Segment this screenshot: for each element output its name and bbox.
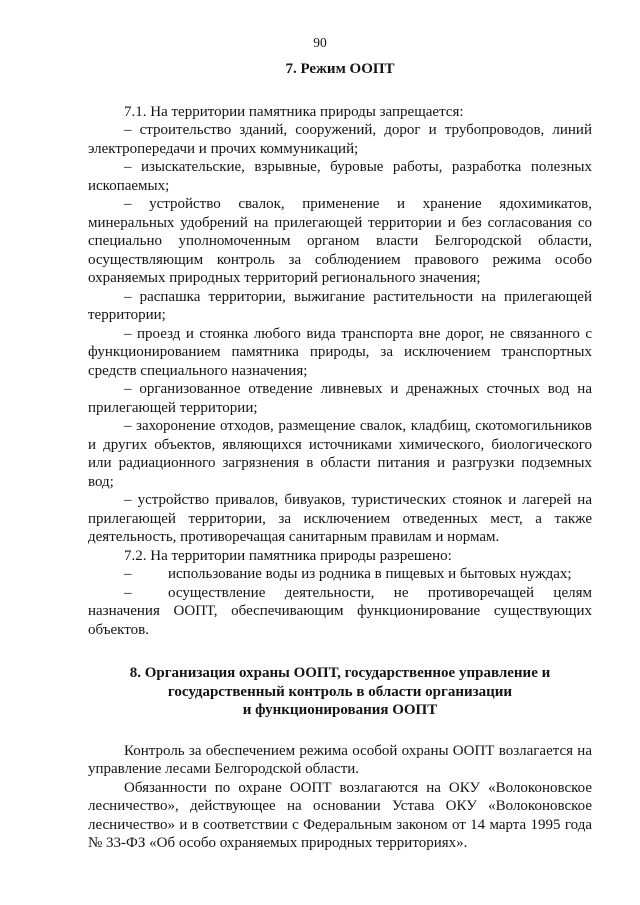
list-dash: – — [124, 566, 132, 582]
prohibited-item-1: – строительство зданий, сооружений, дорог и трубопроводов, линий электропередачи и прочих коммуникаций; — [88, 122, 592, 157]
section-8-heading-line-3: и функционирования ООПТ — [242, 702, 438, 718]
allowed-item-1-text: использование воды из родника в пищевых и бытовых нуждах; — [168, 566, 572, 582]
section-8-heading-line-1: 8. Организация охраны ООПТ, государственное управление и — [129, 665, 551, 681]
prohibited-item-5: – проезд и стоянка любого вида транспорта вне дорог, не связанного с функционированием памятника природы, за исключением транспортных средств специального назначения; — [88, 325, 592, 379]
section-7-1-intro: 7.1. На территории памятника природы запрещается: — [124, 103, 464, 120]
list-dash: – — [124, 584, 132, 601]
prohibited-item-7: – захоронение отходов, размещение свалок, кладбищ, скотомогильников и других объектов, являющихся источниками химического, биологического или радиационного загрязнения в области питания и разгрузки подземных вод; — [88, 418, 592, 490]
prohibited-item-2: – изыскательские, взрывные, буровые работы, разработка полезных ископаемых; — [88, 159, 592, 194]
prohibited-item-8: – устройство привалов, бивуаков, туристических стоянок и лагерей на прилегающей территории, за исключением отведенных мест, а также деятельность, противоречащая санитарным правилам и нормам. — [88, 492, 592, 545]
section-7-heading: 7. Режим ООПТ — [285, 61, 395, 77]
prohibited-item-3: – устройство свалок, применение и хранение ядохимикатов, минеральных удобрений на прилегающей территории и без согласования со специально уполномоченным органом власти Белгородской области, осуществляющим контроль за соблюдением правового режима особо охраняемых природных территорий регионального значения; — [88, 196, 592, 286]
section-8-heading-line-2: государственный контроль в области организации — [167, 683, 513, 700]
section-8-paragraph-1: Контроль за обеспечением режима особой охраны ООПТ возлагается на управление лесами Белгородской области. — [88, 742, 592, 777]
section-7-2-intro: 7.2. На территории памятника природы разрешено: — [124, 547, 452, 564]
allowed-item-1 — [88, 565, 592, 584]
allowed-item-2-text: осуществление деятельности, не противоречащей целям назначения ООПТ, обеспечивающим функционирование существующих объектов. — [88, 584, 592, 638]
section-8-heading — [88, 664, 592, 720]
document-body — [88, 60, 592, 853]
prohibited-item-6: – организованное отведение ливневых и дренажных сточных вод на прилегающей территории; — [88, 381, 592, 416]
page-number: 90 — [313, 35, 327, 50]
prohibited-item-4: – распашка территории, выжигание растительности на прилегающей территории; — [88, 288, 592, 323]
allowed-item-2 — [88, 584, 592, 640]
section-8-paragraph-2: Обязанности по охране ООПТ возлагаются на ОКУ «Волоконовское лесничество», действующее на основании Устава ОКУ «Волоконовское лесничество» и в соответствии с Федеральным законом от 14 марта 1995 года № 33-ФЗ «Об особо охраняемых природных территориях». — [88, 779, 592, 851]
